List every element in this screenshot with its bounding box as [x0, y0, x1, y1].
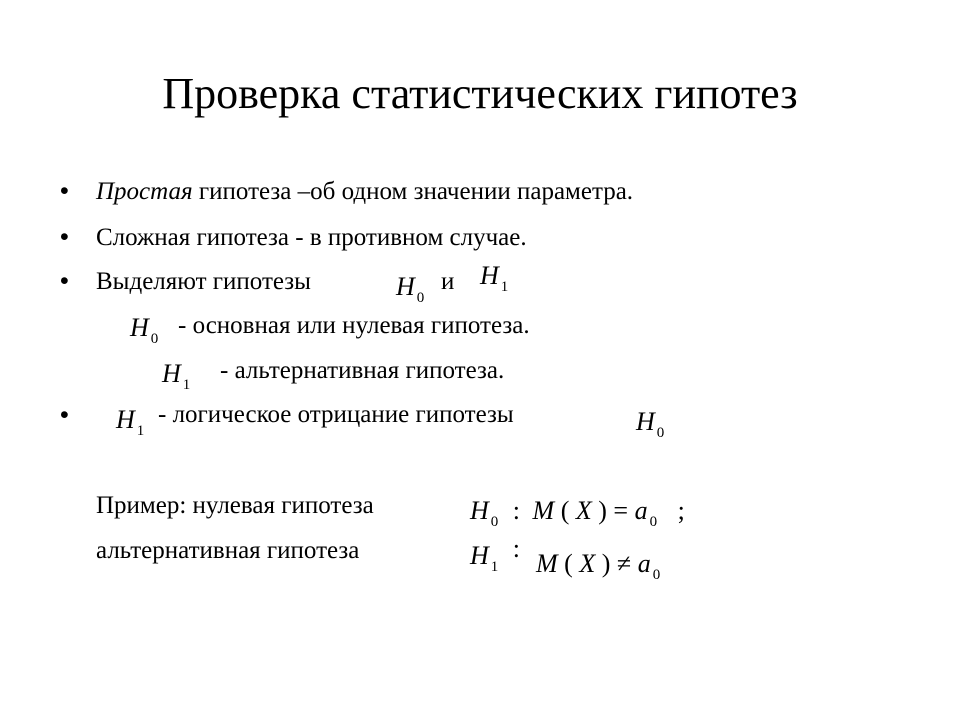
simple-definition: гипотеза –об одном значении параметра. [192, 178, 634, 205]
h1-symbol: H $_1$ [480, 261, 509, 295]
slide-title: Проверка статистических гипотез [162, 69, 798, 118]
h0-symbol: H $_0$ [636, 407, 665, 441]
simple-hypothesis-line [96, 177, 633, 207]
alt-hypothesis-formula: M ( X ) ≠ a $_0$ [536, 549, 661, 583]
simple-term: Простая [96, 178, 193, 205]
and-word: и [441, 268, 455, 295]
example-alt-label: альтернативная гипотеза [96, 537, 360, 564]
distinguish-text: Выделяют гипотезы [96, 268, 311, 295]
bullet-marker: • [60, 267, 69, 295]
h1-symbol: H $_1$ [116, 405, 145, 439]
h1-symbol: H $_1$ [162, 359, 191, 393]
example-null-label: Пример: нулевая гипотеза [96, 492, 374, 519]
h1-description: - альтернативная гипотеза. [220, 357, 505, 384]
h0-description: - основная или нулевая гипотеза. [178, 312, 530, 339]
bullet-marker: • [60, 401, 69, 429]
negation-text: - логическое отрицание гипотезы [158, 401, 514, 428]
composite-hypothesis-line: Сложная гипотеза - в противном случае. [96, 224, 527, 251]
bullet-marker: • [60, 177, 69, 205]
alt-hypothesis-symbol: H $_1$ : [470, 534, 521, 575]
bullet-marker: • [60, 223, 69, 251]
null-hypothesis-formula: H $_0$ : M ( X ) = a $_0$ ; [470, 496, 685, 530]
h0-symbol: H $_0$ [396, 272, 425, 306]
h0-symbol: H $_0$ [130, 313, 159, 347]
